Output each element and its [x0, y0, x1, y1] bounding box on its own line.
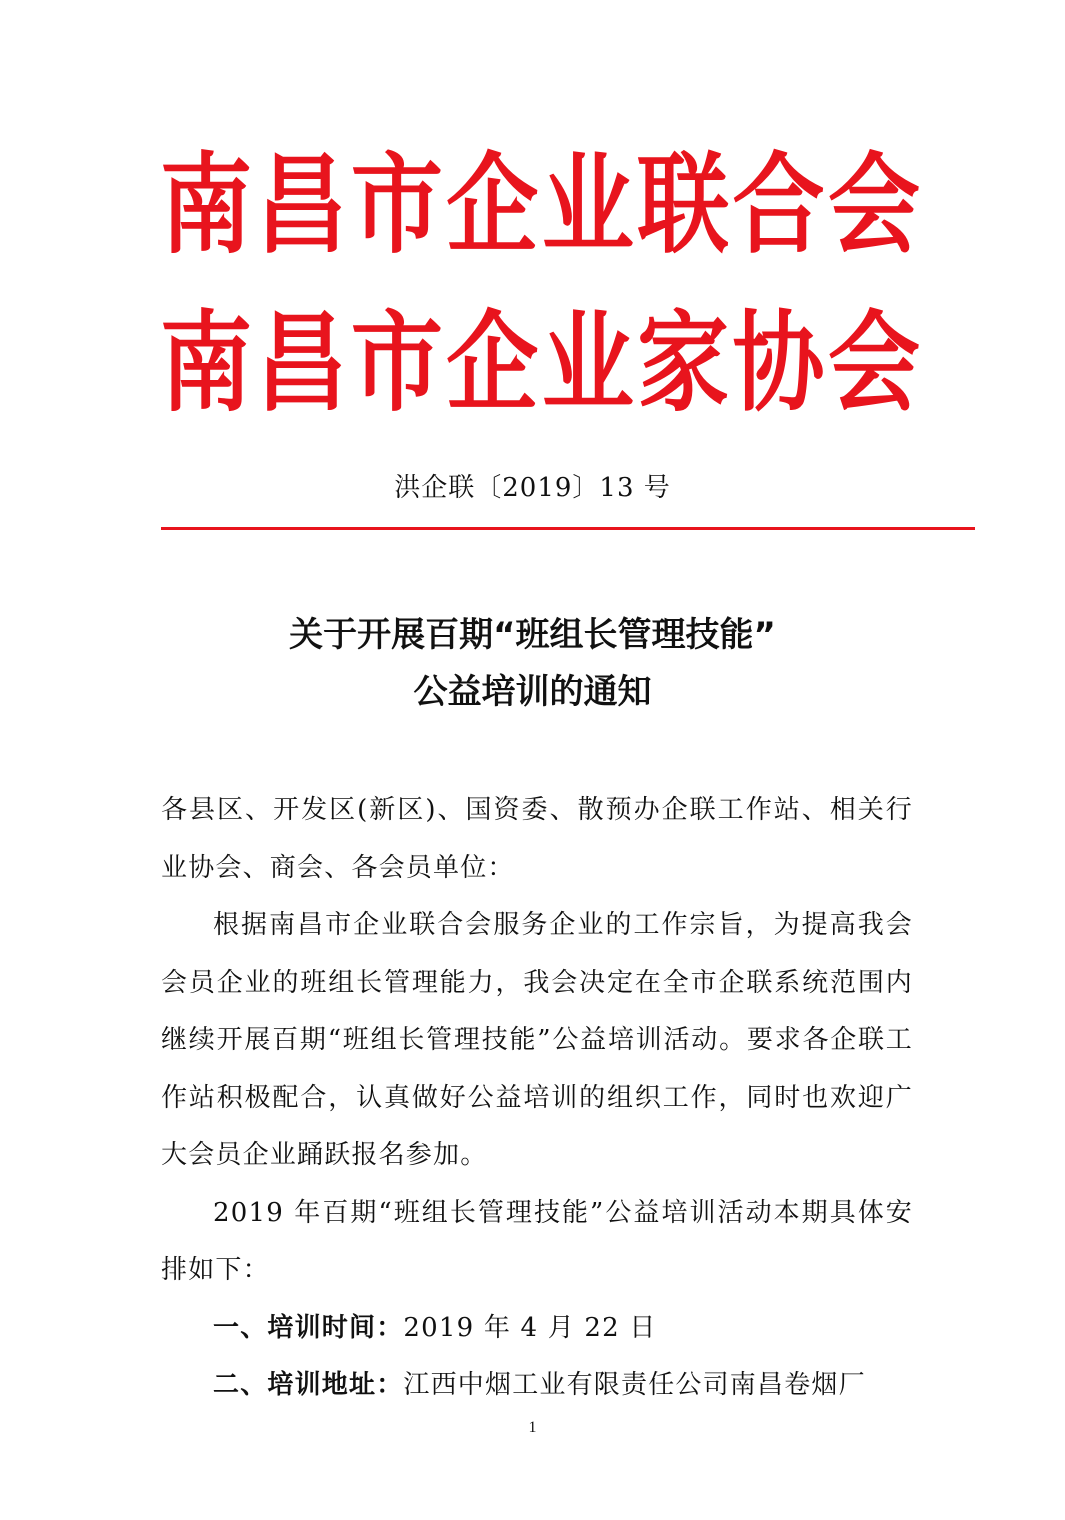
org-char: 家 — [637, 299, 730, 427]
org-char: 会 — [827, 141, 920, 269]
notice-body — [161, 782, 913, 1415]
org-char: 南 — [160, 141, 253, 269]
list-item-address — [161, 1357, 913, 1415]
item-label: 二、培训地址： — [213, 1370, 404, 1400]
org-char: 协 — [732, 299, 825, 427]
item-value: 2019 年 4 月 22 日 — [403, 1312, 657, 1343]
org-char: 联 — [637, 141, 730, 269]
org-char: 业 — [541, 299, 634, 427]
org-char: 市 — [350, 299, 443, 427]
body-paragraph-1: 根据南昌市企业联合会服务企业的工作宗旨，为提高我会会员企业的班组长管理能力，我会决定在全市企联系统范围内继续开展百期“班组长管理技能”公益培训活动。要求各企联工作站积极配合，认真做好公益培训的组织工作，同时也欢迎广大会员企业踊跃报名参加。 — [161, 910, 913, 1170]
org-char: 市 — [350, 141, 443, 269]
org-char: 南 — [160, 299, 253, 427]
header-divider — [161, 527, 975, 530]
notice-title-line-1: 关于开展百期“班组长管理技能” — [289, 615, 776, 655]
org-char: 合 — [732, 141, 825, 269]
org-char: 业 — [541, 141, 634, 269]
org-char: 昌 — [255, 299, 348, 427]
org-char: 会 — [827, 299, 920, 427]
document-number: 洪企联〔2019〕13 号 — [394, 473, 671, 503]
page-number: 1 — [528, 1419, 537, 1436]
organization-name-1 — [160, 140, 920, 270]
list-item-time — [161, 1300, 913, 1358]
org-char: 昌 — [255, 141, 348, 269]
body-paragraph-2: 2019 年百期“班组长管理技能”公益培训活动本期具体安排如下： — [161, 1197, 913, 1285]
notice-title-line-2: 公益培训的通知 — [413, 672, 652, 712]
organization-name-2 — [160, 298, 920, 428]
org-char: 企 — [446, 141, 539, 269]
item-label: 一、培训时间： — [213, 1312, 404, 1343]
org-char: 企 — [446, 299, 539, 427]
salutation: 各县区、开发区(新区)、国资委、散预办企联工作站、相关行业协会、商会、各会员单位： — [161, 795, 913, 883]
item-value: 江西中烟工业有限责任公司南昌卷烟厂 — [403, 1370, 866, 1400]
